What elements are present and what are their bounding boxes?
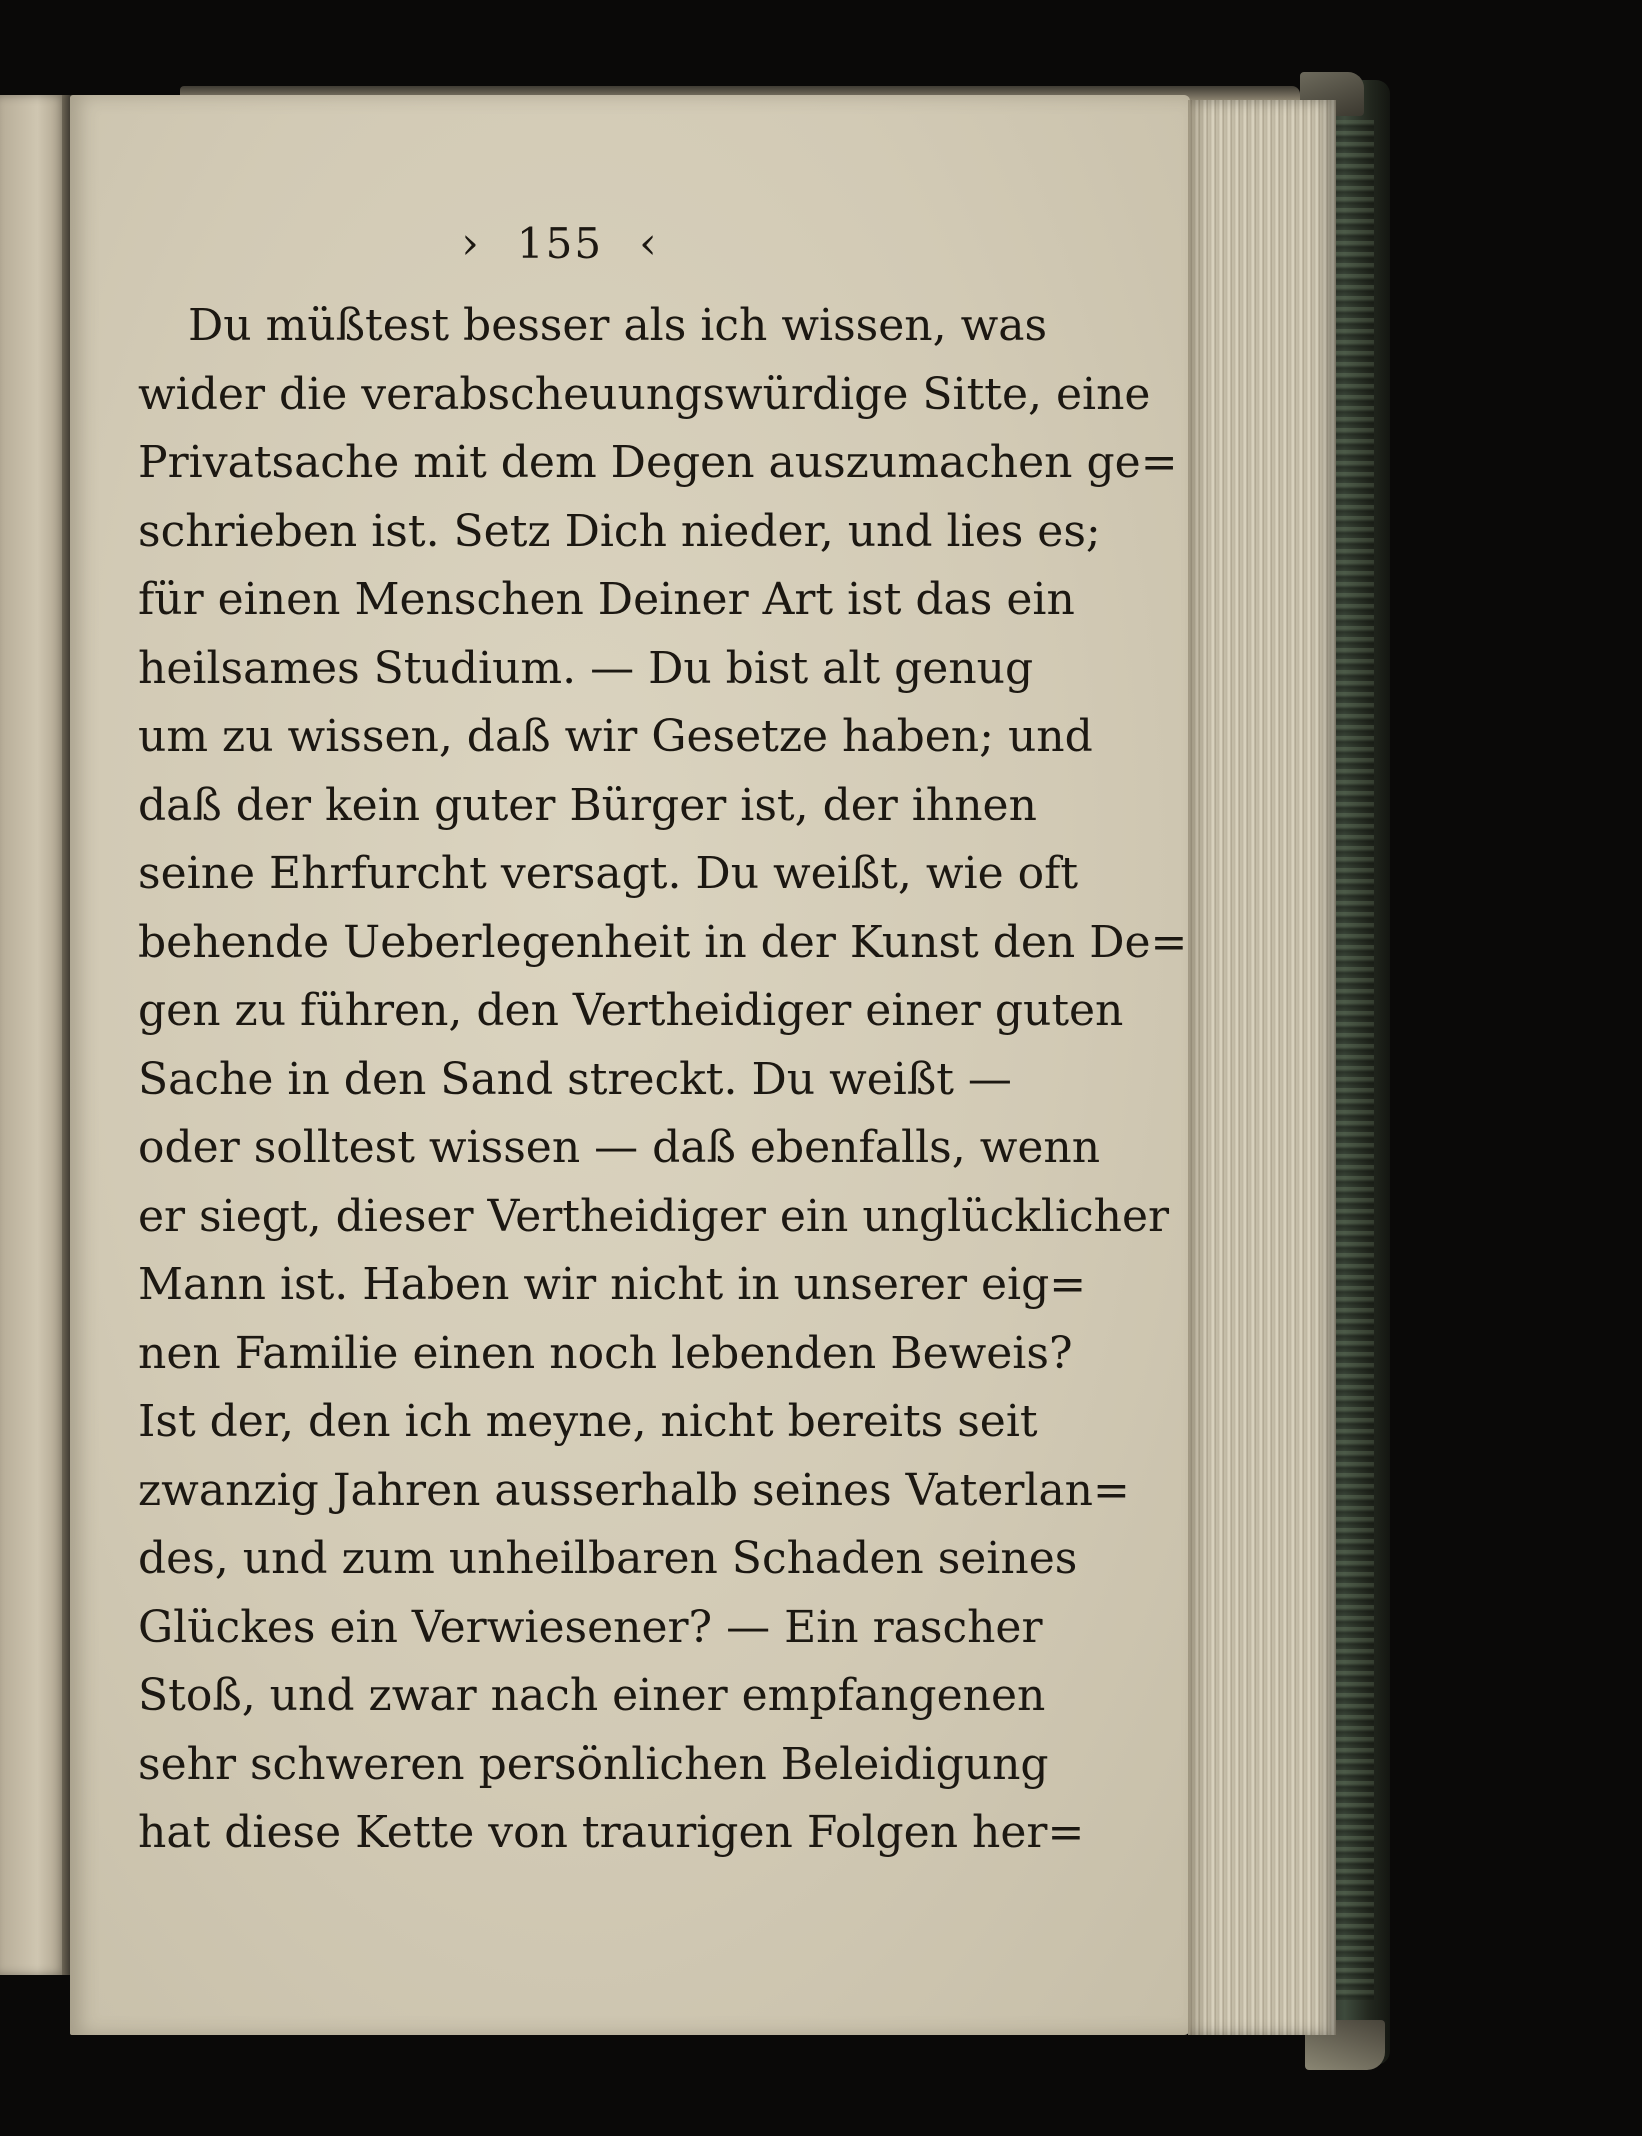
text-line-14: er siegt, dieser Vertheidiger ein unglücklicher xyxy=(138,1190,1170,1242)
page-block-edges xyxy=(1188,100,1336,2035)
cover-marbling xyxy=(1330,120,1374,2000)
text-line-18: zwanzig Jahren ausserhalb seines Vaterlan= xyxy=(138,1464,1130,1516)
previous-page-edge xyxy=(0,95,68,1975)
page-text xyxy=(138,292,1188,1868)
text-line-3: Privatsache mit dem Degen auszumachen ge= xyxy=(138,437,1178,488)
text-line-7: um zu wissen, daß wir Gesetze haben; und xyxy=(138,711,1093,762)
text-line-16: nen Familie einen noch lebenden Beweis? xyxy=(138,1327,1073,1379)
text-line-2: wider die verabscheuungswürdige Sitte, eine xyxy=(138,368,1151,420)
text-line-4: schrieben ist. Setz Dich nieder, und lies es; xyxy=(138,505,1101,557)
text-line-9: seine Ehrfurcht versagt. Du weißt, wie oft xyxy=(138,848,1079,899)
text-line-10: behende Ueberlegenheit in der Kunst den De= xyxy=(138,916,1188,968)
text-line-22: sehr schweren persönlichen Beleidigung xyxy=(138,1738,1049,1790)
text-line-8: daß der kein guter Bürger ist, der ihnen xyxy=(138,779,1037,831)
text-line-1: Du müßtest besser als ich wissen, was xyxy=(188,300,1048,351)
running-head-left-mark: › xyxy=(461,218,481,269)
text-line-20: Glückes ein Verwiesener? — Ein rascher xyxy=(138,1601,1043,1653)
text-line-5: für einen Menschen Deiner Art ist das ein xyxy=(138,574,1075,625)
page-edge-shadow xyxy=(1188,100,1208,2035)
text-line-21: Stoß, und zwar nach einer empfangenen xyxy=(138,1670,1046,1721)
running-head-right-mark: ‹ xyxy=(639,218,659,269)
text-line-6: heilsames Studium. — Du bist alt genug xyxy=(138,642,1034,694)
text-line-11: gen zu führen, den Vertheidiger einer guten xyxy=(138,985,1124,1036)
page-number: 155 xyxy=(516,219,604,268)
text-line-17: Ist der, den ich meyne, nicht bereits seit xyxy=(138,1396,1038,1447)
text-line-12: Sache in den Sand streckt. Du weißt — xyxy=(138,1053,1012,1105)
running-head xyxy=(420,218,700,278)
text-line-19: des, und zum unheilbaren Schaden seines xyxy=(138,1533,1078,1584)
text-line-13: oder solltest wissen — daß ebenfalls, wenn xyxy=(138,1122,1101,1173)
text-line-15: Mann ist. Haben wir nicht in unserer eig= xyxy=(138,1259,1087,1310)
text-line-23: hat diese Kette von traurigen Folgen her= xyxy=(138,1807,1085,1858)
